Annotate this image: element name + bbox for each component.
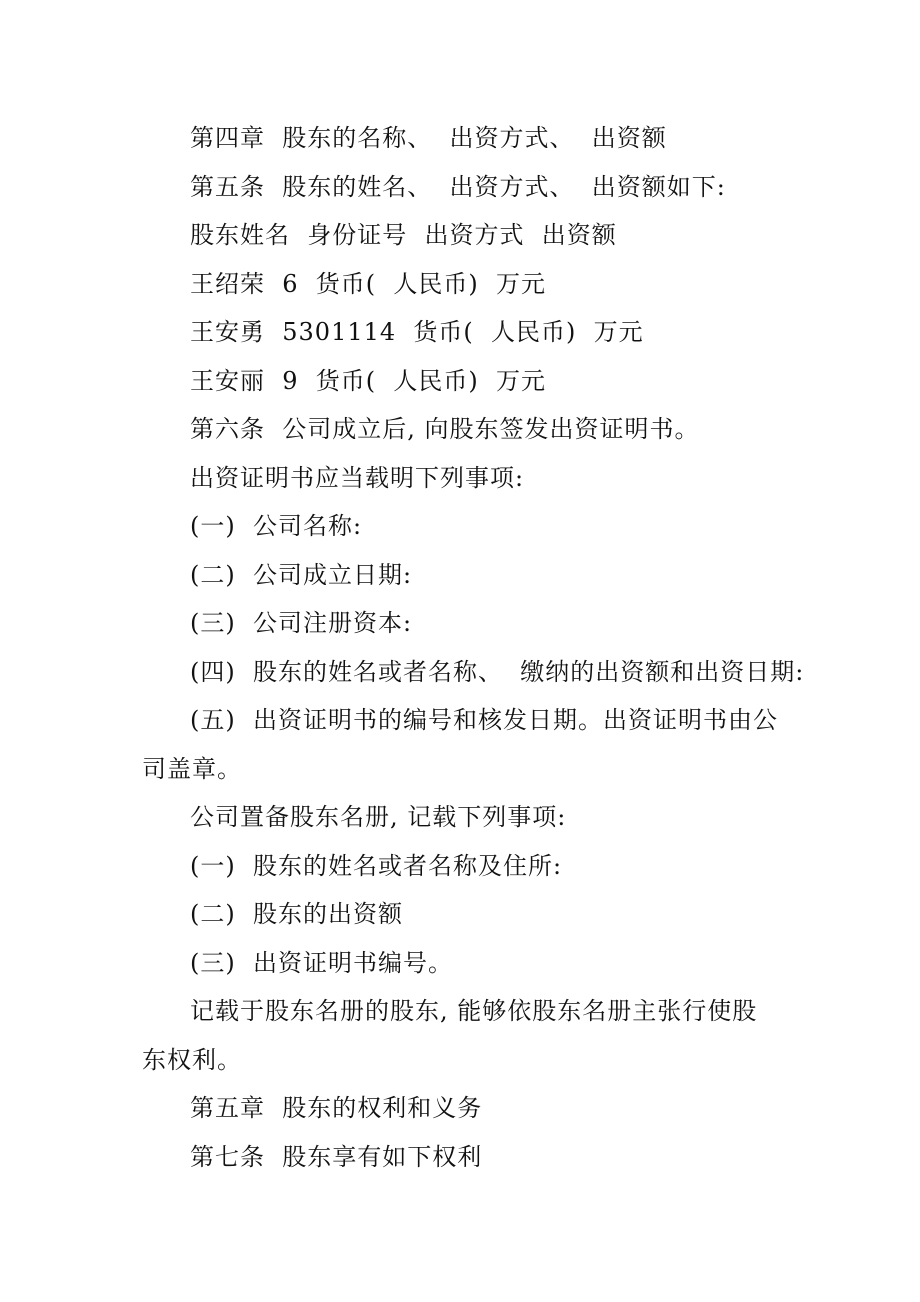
list-item: (四) 股东的姓名或者名称、 缴纳的出资额和出资日期: [190,657,805,686]
list-item: (一) 公司名称: [190,512,363,540]
document-body [142,114,805,1181]
paragraph-continuation: 东权利。 [142,1045,242,1074]
article-5-heading: 第五条 股东的姓名、 出资方式、 出资额如下: [190,172,726,201]
shareholder-row: 王绍荣 6 货币( 人民币) 万元 [190,269,547,298]
article-6-text: 第六条 公司成立后, 向股东签发出资证明书。 [190,415,700,443]
shareholder-table-header: 股东姓名 身份证号 出资方式 出资额 [190,221,617,249]
article-7-heading: 第七条 股东享有如下权利 [190,1142,483,1171]
list-item: (二) 股东的出资额 [190,900,403,928]
list-item-continuation: 司盖章。 [142,754,242,783]
paragraph-text: 记载于股东名册的股东, 能够依股东名册主张行使股 [190,997,758,1025]
list-item: (一) 股东的姓名或者名称及住所: [190,851,563,880]
chapter-5-heading: 第五章 股东的权利和义务 [190,1094,483,1122]
list-item: (三) 公司注册资本: [190,609,413,637]
shareholder-row: 王安丽 9 货币( 人民币) 万元 [190,366,547,395]
list-item: (五) 出资证明书的编号和核发日期。出资证明书由公 [190,706,778,734]
chapter-4-heading: 第四章 股东的名称、 出资方式、 出资额 [190,124,667,152]
shareholder-row: 王安勇 5301114 货币( 人民币) 万元 [190,318,644,346]
list-item: (三) 出资证明书编号。 [190,948,453,977]
list-item: (二) 公司成立日期: [190,560,413,589]
paragraph-text: 公司置备股东名册, 记载下列事项: [190,803,567,831]
paragraph-text: 出资证明书应当载明下列事项: [190,463,525,492]
